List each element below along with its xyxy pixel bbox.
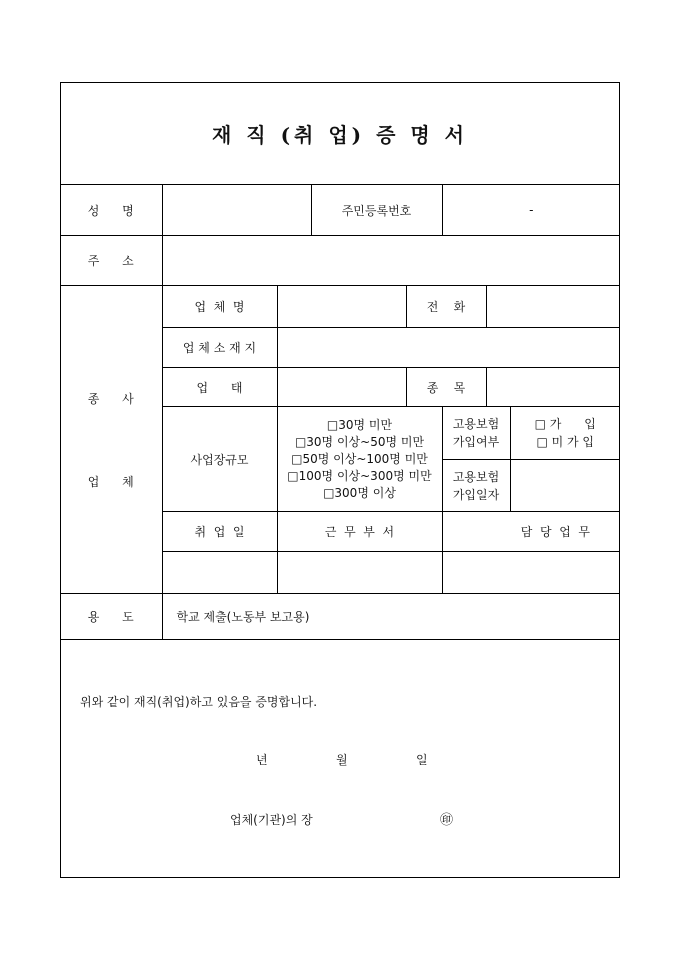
insurance-joined-checkbox[interactable]: □ 가 입: [534, 417, 596, 431]
insurance-date-label: [442, 460, 510, 512]
signature-label: 업체(기관)의 장: [230, 813, 313, 827]
rrn-field[interactable]: -: [442, 185, 620, 236]
hire-date-label: 취 업 일: [162, 512, 277, 552]
insurance-status-options: [510, 407, 620, 460]
address-label: 주 소: [60, 236, 162, 286]
scale-option-over-300[interactable]: □300명 이상: [323, 485, 396, 500]
scale-option-30-50[interactable]: □30명 이상~50명 미만: [294, 434, 425, 449]
business-type-label: 업 태: [162, 368, 277, 407]
document-title: 재 직 (취 업) 증 명 서: [212, 122, 468, 147]
duty-label: 담 당 업 무: [442, 512, 620, 552]
declaration-text: 위와 같이 재직(취업)하고 있음을 증명합니다.: [80, 695, 318, 709]
phone-label: 전 화: [406, 286, 486, 328]
insurance-not-joined-checkbox[interactable]: □ 미 가 입: [536, 435, 595, 449]
name-field[interactable]: [162, 185, 311, 236]
insurance-date-label-line1: 고용보험: [452, 469, 500, 484]
scale-option-under-30[interactable]: □30명 미만: [326, 417, 393, 432]
certificate-form-table: [60, 184, 620, 640]
date-month-label: 월: [336, 753, 348, 767]
company-section-label: [60, 286, 162, 594]
purpose-label: 용 도: [60, 594, 162, 640]
department-field[interactable]: [277, 552, 442, 594]
rrn-label: 주민등록번호: [311, 185, 442, 236]
insurance-status-label-line1: 고용보험: [452, 417, 500, 431]
name-label: 성 명: [60, 185, 162, 236]
insurance-date-field[interactable]: [510, 460, 620, 512]
company-location-field[interactable]: [277, 328, 620, 368]
company-section-label-bottom: 업 체: [87, 474, 134, 489]
company-name-field[interactable]: [277, 286, 406, 328]
company-location-label: 업 체 소 재 지: [162, 328, 277, 368]
department-label: 근 무 부 서: [277, 512, 442, 552]
scale-option-100-300[interactable]: □100명 이상~300명 미만: [287, 468, 432, 483]
insurance-date-label-line2: 가입일자: [452, 487, 500, 502]
scale-label: 사업장규모: [162, 407, 277, 512]
company-name-label: 업 체 명: [162, 286, 277, 328]
scale-option-50-100[interactable]: □50명 이상~100명 미만: [291, 451, 428, 466]
insurance-status-label-line2: 가입여부: [452, 435, 500, 449]
date-year-label: 년: [256, 753, 268, 767]
purpose-value: 학교 제출(노동부 보고용): [162, 594, 620, 640]
insurance-status-label: [442, 407, 510, 460]
seal-mark: ㊞: [440, 813, 454, 828]
business-item-field[interactable]: [486, 368, 620, 407]
company-section-label-top: 종 사: [87, 391, 134, 406]
address-field[interactable]: [162, 236, 620, 286]
scale-options: [277, 407, 442, 512]
phone-field[interactable]: [486, 286, 620, 328]
certification-section: [60, 641, 620, 878]
business-item-label: 종 목: [406, 368, 486, 407]
business-type-field[interactable]: [277, 368, 406, 407]
hire-date-field[interactable]: [162, 552, 277, 594]
duty-field[interactable]: [442, 552, 620, 594]
date-day-label: 일: [416, 753, 428, 767]
